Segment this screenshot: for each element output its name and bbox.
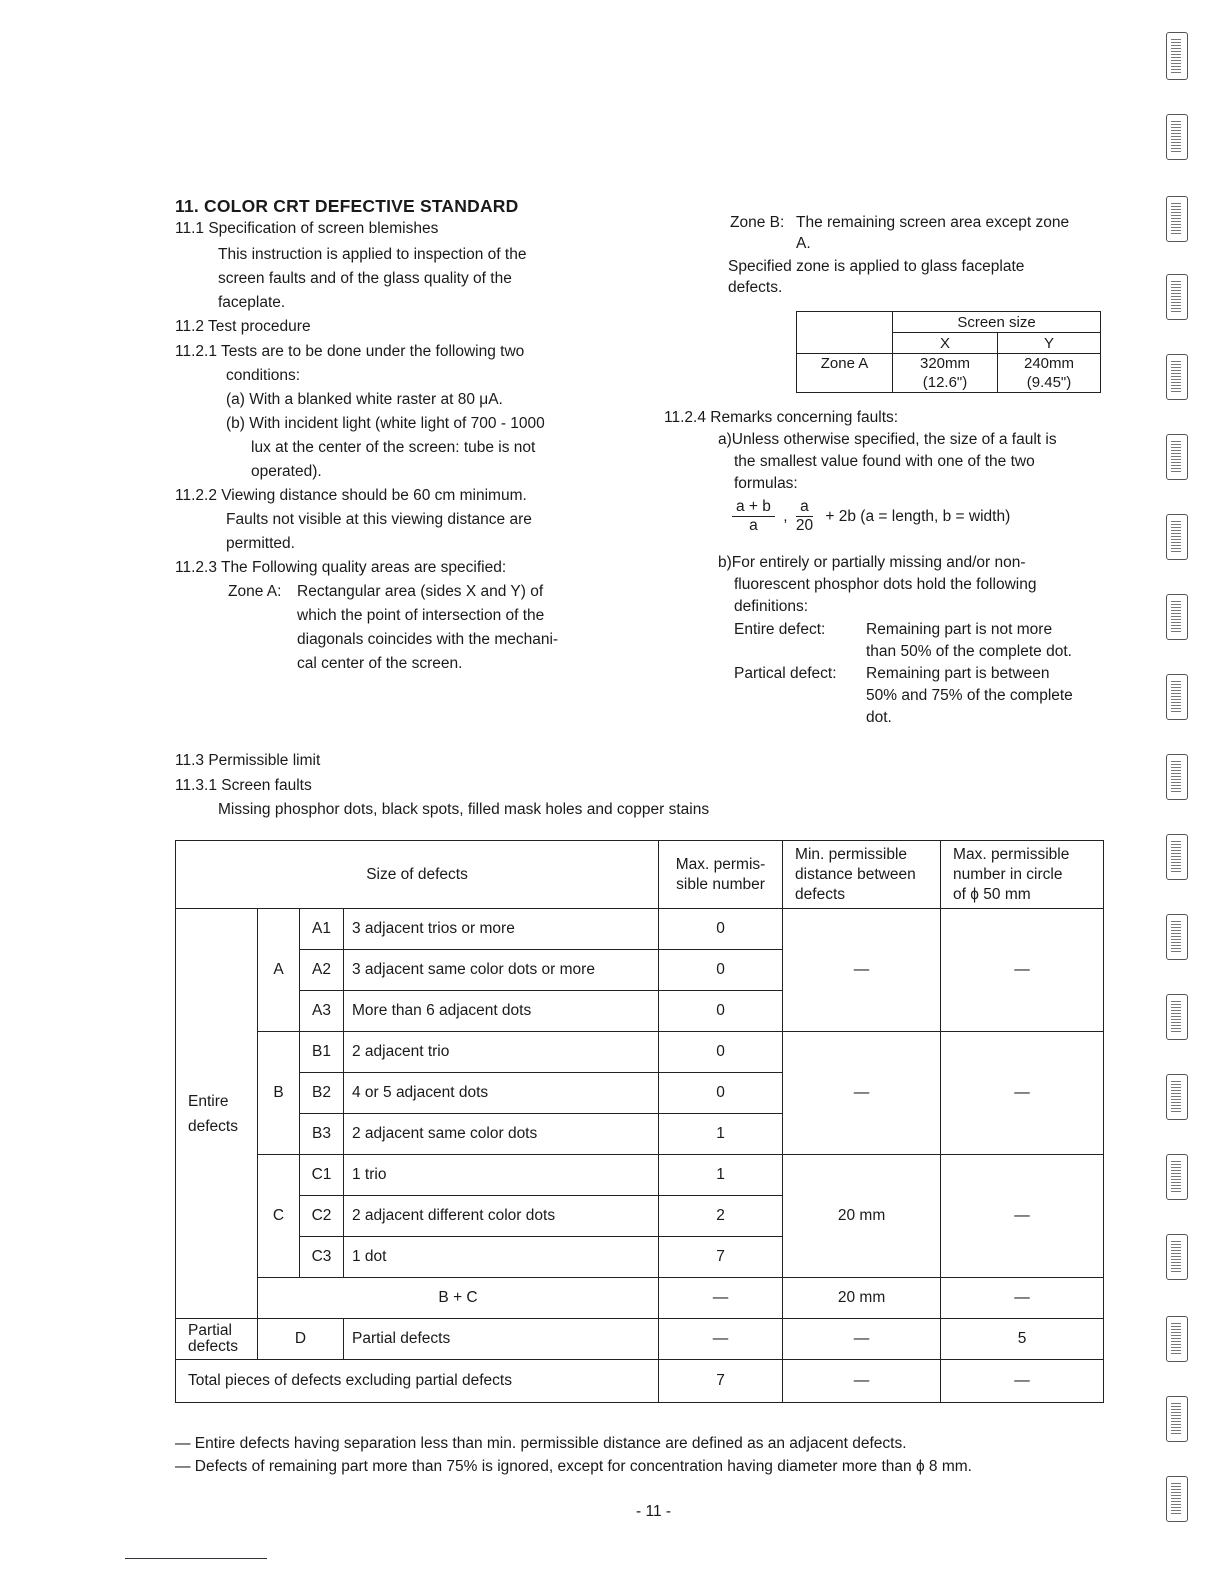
total-max: 7 <box>659 1360 783 1403</box>
table-row <box>176 1319 1104 1360</box>
binder-hole <box>1166 196 1188 242</box>
binder-hole <box>1166 1074 1188 1120</box>
bc-row-max-circle: — <box>941 1278 1104 1319</box>
group-c-min-distance: 20 mm <box>783 1155 941 1278</box>
partial-description: Partial defects <box>344 1319 659 1360</box>
screen-size-table <box>796 311 1101 393</box>
clause-11-2-1-line1: 11.2.1 Tests are to be done under the following two <box>175 343 525 360</box>
binder-hole <box>1166 1396 1188 1442</box>
entire-defect-line2: than 50% of the complete dot. <box>866 643 1072 660</box>
remark-b-line2: fluorescent phosphor dots hold the following <box>734 576 1037 593</box>
condition-b-line3: operated). <box>251 463 322 480</box>
remark-b-line1: b)For entirely or partially missing and/or non- <box>718 554 1026 571</box>
page-number: - 11 - <box>636 1503 672 1520</box>
group-c-label: C <box>258 1155 300 1278</box>
binder-hole <box>1166 674 1188 720</box>
formula-fraction-2 <box>796 498 813 535</box>
row-description: 3 adjacent trios or more <box>344 909 659 950</box>
group-b-max-circle: — <box>941 1032 1104 1155</box>
clause-11-2-2-line3: permitted. <box>226 535 295 552</box>
screen-col-y: Y <box>998 333 1101 354</box>
row-code: C1 <box>300 1155 344 1196</box>
table-row <box>176 1155 1104 1196</box>
note-2: — Defects of remaining part more than 75% is ignored, except for concentration having diameter more than ϕ 8 mm. <box>175 1458 972 1475</box>
paragraph-11-1-line2: screen faults and of the glass quality of the <box>218 270 512 287</box>
header-max-in-circle <box>941 841 1104 909</box>
condition-b-line1: (b) With incident light (white light of 700 - 1000 <box>226 415 545 432</box>
entire-defects-label <box>176 909 258 1319</box>
condition-b-line2: lux at the center of the screen: tube is not <box>251 439 536 456</box>
bc-row-label: B + C <box>258 1278 659 1319</box>
specified-line1: Specified zone is applied to glass faceplate <box>728 258 1025 275</box>
screen-y-value <box>998 354 1101 393</box>
zone-b-label: Zone B: <box>730 214 785 231</box>
zone-b-line2: A. <box>796 235 811 252</box>
row-max-number: 0 <box>659 1032 783 1073</box>
binder-hole <box>1166 354 1188 400</box>
header-min-distance-l3: defects <box>795 885 846 903</box>
total-row-label: Total pieces of defects excluding partial defects <box>176 1360 659 1403</box>
row-max-number: 7 <box>659 1237 783 1278</box>
binder-hole <box>1166 274 1188 320</box>
paragraph-11-1-line1: This instruction is applied to inspection of the <box>218 246 527 263</box>
binder-hole <box>1166 834 1188 880</box>
row-description: 2 adjacent trio <box>344 1032 659 1073</box>
entire-defect-line1: Remaining part is not more <box>866 621 1053 638</box>
row-description: 2 adjacent same color dots <box>344 1114 659 1155</box>
zone-a-line2: which the point of intersection of the <box>297 607 545 624</box>
entire-label-l1: Entire <box>188 1092 229 1110</box>
row-code: C2 <box>300 1196 344 1237</box>
header-min-distance <box>783 841 941 909</box>
row-description: 1 trio <box>344 1155 659 1196</box>
formula-fraction-1 <box>732 498 775 535</box>
clause-11-2-2-line1: 11.2.2 Viewing distance should be 60 cm minimum. <box>175 487 527 504</box>
row-code: B2 <box>300 1073 344 1114</box>
binder-hole <box>1166 114 1188 160</box>
header-max-number-l2: sible number <box>676 875 765 893</box>
binder-hole <box>1166 434 1188 480</box>
row-code: C3 <box>300 1237 344 1278</box>
total-min-distance: — <box>783 1360 941 1403</box>
row-max-number: 0 <box>659 991 783 1032</box>
zone-a-label: Zone A: <box>228 583 282 600</box>
header-max-in-circle-l1: Max. permissible <box>953 845 1070 863</box>
formula-den2: 20 <box>795 517 814 534</box>
header-max-number-l1: Max. permis- <box>675 855 766 873</box>
fault-size-formula <box>732 498 1010 535</box>
row-code: A2 <box>300 950 344 991</box>
table-row <box>176 1032 1104 1073</box>
specified-line2: defects. <box>728 279 783 296</box>
partial-code: D <box>258 1319 344 1360</box>
header-max-number <box>659 841 783 909</box>
bc-row-min-distance: 20 mm <box>783 1278 941 1319</box>
group-b-min-distance: — <box>783 1032 941 1155</box>
screen-x-in: (12.6") <box>922 374 968 391</box>
zone-b-line1: The remaining screen area except zone <box>796 214 1070 231</box>
header-min-distance-l1: Min. permissible <box>795 845 908 863</box>
screen-x-mm: 320mm <box>919 355 971 372</box>
row-max-number: 1 <box>659 1114 783 1155</box>
partial-defect-line3: dot. <box>866 709 892 726</box>
remark-b-line3: definitions: <box>734 598 809 615</box>
binder-hole <box>1166 914 1188 960</box>
group-b-label: B <box>258 1032 300 1155</box>
binder-hole <box>1166 514 1188 560</box>
entire-label-l2: defects <box>188 1117 238 1135</box>
screen-y-mm: 240mm <box>1023 355 1075 372</box>
binder-hole <box>1166 994 1188 1040</box>
row-max-number: 1 <box>659 1155 783 1196</box>
row-code: B3 <box>300 1114 344 1155</box>
screen-x-value <box>893 354 998 393</box>
screen-y-in: (9.45") <box>1026 374 1072 391</box>
clause-11-2-4: 11.2.4 Remarks concerning faults: <box>664 409 899 426</box>
clause-11-3-1-text: Missing phosphor dots, black spots, filled mask holes and copper stains <box>218 801 710 818</box>
binder-hole <box>1166 754 1188 800</box>
partial-defect-label: Partical defect: <box>734 665 837 682</box>
header-max-in-circle-l2: number in circle <box>953 865 1063 883</box>
paragraph-11-1-line3: faceplate. <box>218 294 286 311</box>
group-a-max-circle: — <box>941 909 1104 1032</box>
table-row <box>176 909 1104 950</box>
formula-num1: a + b <box>732 498 775 517</box>
remark-a-line1: a)Unless otherwise specified, the size of a fault is <box>718 431 1057 448</box>
row-description: 1 dot <box>344 1237 659 1278</box>
partial-max: — <box>659 1319 783 1360</box>
formula-separator: , <box>783 507 788 525</box>
total-max-circle: — <box>941 1360 1104 1403</box>
partial-min-distance: — <box>783 1319 941 1360</box>
partial-label-l1: Partial <box>188 1322 232 1339</box>
group-a-min-distance: — <box>783 909 941 1032</box>
table-row <box>176 1360 1104 1403</box>
clause-11-2-2-line2: Faults not visible at this viewing distance are <box>226 511 532 528</box>
subsection-11-1-title: 11.1 Specification of screen blemishes <box>175 220 439 237</box>
row-code: A3 <box>300 991 344 1032</box>
subsection-11-3-title: 11.3 Permissible limit <box>175 752 321 769</box>
binder-hole <box>1166 594 1188 640</box>
bc-row-max: — <box>659 1278 783 1319</box>
row-description: 4 or 5 adjacent dots <box>344 1073 659 1114</box>
formula-rest: + 2b (a = length, b = width) <box>825 507 1011 525</box>
row-description: 2 adjacent different color dots <box>344 1196 659 1237</box>
header-max-in-circle-l3: of ϕ 50 mm <box>953 885 1031 903</box>
binder-hole <box>1166 1476 1188 1522</box>
clause-11-2-1-line2: conditions: <box>226 367 301 384</box>
binder-hole <box>1166 1316 1188 1362</box>
row-description: More than 6 adjacent dots <box>344 991 659 1032</box>
row-max-number: 0 <box>659 909 783 950</box>
row-description: 3 adjacent same color dots or more <box>344 950 659 991</box>
table-row <box>176 1278 1104 1319</box>
binder-hole <box>1166 32 1188 80</box>
zone-a-line4: cal center of the screen. <box>297 655 463 672</box>
partial-defects-label <box>176 1319 258 1360</box>
binder-hole <box>1166 1234 1188 1280</box>
row-max-number: 0 <box>659 1073 783 1114</box>
screen-size-header: Screen size <box>893 312 1101 333</box>
screen-table-corner <box>797 312 893 354</box>
partial-label-l2: defects <box>188 1338 238 1355</box>
header-size-of-defects: Size of defects <box>176 841 659 909</box>
row-code: A1 <box>300 909 344 950</box>
row-max-number: 2 <box>659 1196 783 1237</box>
screen-col-x: X <box>893 333 998 354</box>
group-c-max-circle: — <box>941 1155 1104 1278</box>
group-a-label: A <box>258 909 300 1032</box>
entire-defect-label: Entire defect: <box>734 621 826 638</box>
row-max-number: 0 <box>659 950 783 991</box>
bottom-edge-line <box>125 1558 267 1559</box>
zone-a-line1: Rectangular area (sides X and Y) of <box>297 583 544 600</box>
zone-a-line3: diagonals coincides with the mechani- <box>297 631 559 648</box>
formula-num2: a <box>796 498 813 517</box>
note-1: — Entire defects having separation less than min. permissible distance are defined as an adjacent defects. <box>175 1435 907 1452</box>
binder-hole <box>1166 1154 1188 1200</box>
partial-max-circle: 5 <box>941 1319 1104 1360</box>
clause-11-3-1: 11.3.1 Screen faults <box>175 777 312 794</box>
partial-defect-line2: 50% and 75% of the complete <box>866 687 1073 704</box>
row-code: B1 <box>300 1032 344 1073</box>
condition-a: (a) With a blanked white raster at 80 μA. <box>226 391 503 408</box>
section-title: 11. COLOR CRT DEFECTIVE STANDARD <box>175 196 519 216</box>
remark-a-line3: formulas: <box>734 475 798 492</box>
screen-row-zone-a: Zone A <box>797 354 893 393</box>
clause-11-2-3: 11.2.3 The Following quality areas are specified: <box>175 559 507 576</box>
remark-a-line2: the smallest value found with one of the two <box>734 453 1035 470</box>
subsection-11-2-title: 11.2 Test procedure <box>175 318 311 335</box>
formula-den1: a <box>749 517 758 534</box>
header-min-distance-l2: distance between <box>795 865 916 883</box>
partial-defect-line1: Remaining part is between <box>866 665 1050 682</box>
defects-table <box>175 840 1104 1403</box>
